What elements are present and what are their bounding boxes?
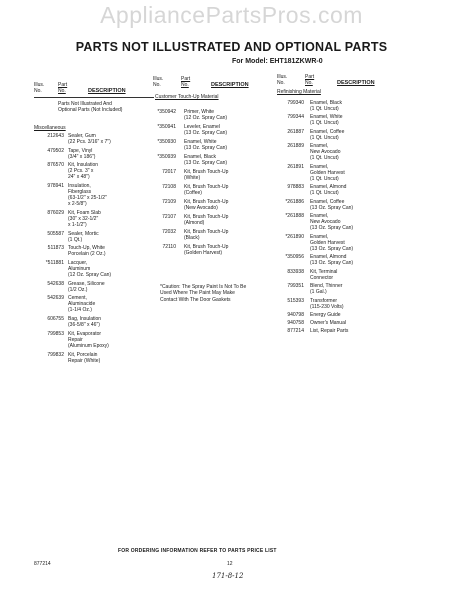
handwritten-note: 171-8-12 xyxy=(212,572,244,580)
part-description: Blend, Thinner (1 Gal.) xyxy=(310,283,343,296)
part-number: 261891 xyxy=(287,163,304,170)
part-number: 978941 xyxy=(47,183,64,189)
part-description: Kit, Brush Touch-Up (New Avocado) xyxy=(184,199,229,211)
illus-no-header: No. xyxy=(153,82,161,88)
ordering-info: FOR ORDERING INFORMATION REFER TO PARTS PRICE LIST xyxy=(118,548,277,554)
illus-header: Illus. xyxy=(277,74,288,80)
part-number: 542638 xyxy=(47,280,64,287)
description-header: DESCRIPTION xyxy=(211,82,249,88)
part-description: Lacquer, Aluminum (12 Oz. Spray Can) xyxy=(68,260,112,278)
caution-note: *Caution: The Spray Paint Is Not To Be Used Where The Paint May Make Contact With The Door Gaskets xyxy=(160,284,247,303)
part-number: 940758 xyxy=(287,320,304,327)
model-line: For Model: EHT181ZKWR-0 xyxy=(232,58,323,65)
footer-code: 877214 xyxy=(34,561,51,567)
part-description: Enamel, White (1 Qt. Uncut) xyxy=(310,114,343,127)
part-number: 799344 xyxy=(287,114,304,121)
part-description: Enamel, Black (1 Qt. Uncut) xyxy=(310,100,342,112)
part-number: 799340 xyxy=(287,100,304,106)
part-header: Part xyxy=(181,76,191,82)
part-description: Energy Guide xyxy=(310,312,341,318)
page-number: 12 xyxy=(227,561,233,567)
part-number: 940798 xyxy=(287,312,304,318)
part-description: Enamel, Coffee (1 Qt. Uncut) xyxy=(310,128,345,141)
part-number: 542639 xyxy=(47,295,64,302)
part-number: *261886 xyxy=(285,198,304,205)
illus-no-header: No. xyxy=(277,80,285,86)
part-description: Leveler, Enamel (13 Oz. Spray Can) xyxy=(184,124,228,136)
part-header: Part xyxy=(58,82,68,88)
part-number: 72109 xyxy=(162,199,176,205)
part-number: 479502 xyxy=(47,147,64,154)
part-description: Sealer, Gum (22 Pcs. 3/16" x 7") xyxy=(68,133,111,145)
part-number: 606755 xyxy=(47,316,64,323)
part-number: 505587 xyxy=(47,230,64,237)
part-number: *350939 xyxy=(157,154,176,160)
description-header: DESCRIPTION xyxy=(337,80,375,86)
part-description: Enamel, Golden Harvest (1 Qt. Uncut) xyxy=(310,163,345,182)
part-description: List, Repair Parts xyxy=(310,328,349,335)
part-number: 876029 xyxy=(47,210,64,216)
part-number: 876570 xyxy=(47,162,64,169)
part-description: Tape, Vinyl (3/4" x 186") xyxy=(68,147,96,160)
part-description: Enamel, New Avocado (1 Qt. Uncut) xyxy=(310,143,341,162)
part-description: Enamel, Golden Harvest (13 Oz. Spray Can) xyxy=(310,233,354,252)
part-description: Cement, Aluminacide (1-1/4 Oz.) xyxy=(68,295,96,314)
part-number: 515393 xyxy=(287,297,304,304)
illus-no-header: No. xyxy=(34,88,42,94)
part-no-header: No. xyxy=(181,82,189,88)
part-description: Kit, Brush Touch-Up (Coffee) xyxy=(184,184,229,196)
part-number: 799832 xyxy=(47,351,64,358)
part-description: Primer, White (12 Oz. Spray Can) xyxy=(184,109,228,121)
page-title: PARTS NOT ILLUSTRATED AND OPTIONAL PARTS xyxy=(75,40,388,54)
description-header: DESCRIPTION xyxy=(88,88,126,94)
section-miscellaneous: Miscellaneous xyxy=(34,125,66,131)
watermark: AppliancePartsPros.com xyxy=(100,2,363,28)
part-description: Owner's Manual xyxy=(310,320,346,327)
part-description: Transformer (115-230 Volts) xyxy=(310,297,344,310)
part-number: *511881 xyxy=(45,260,64,266)
part-number: 978883 xyxy=(287,184,304,191)
part-description: Bag, Insulation (36-5/8" x 46") xyxy=(68,316,102,329)
part-description: Enamel, Coffee (13 Oz. Spray Can) xyxy=(310,198,354,211)
part-description: Grease, Silicone (1/2 Oz.) xyxy=(68,280,105,293)
part-number: 72107 xyxy=(162,214,176,220)
part-number: *350942 xyxy=(157,109,176,115)
part-description: Kit, Terminal Connector xyxy=(310,268,338,281)
part-description: Kit, Brush Touch-Up (Black) xyxy=(184,229,229,241)
intro-text: Parts Not Illustrated And Optional Parts (Not Included) xyxy=(58,101,123,114)
part-number: 72110 xyxy=(162,244,176,250)
part-number: 799853 xyxy=(47,330,64,337)
part-number: *350930 xyxy=(157,139,176,145)
part-no-header: No. xyxy=(58,88,66,94)
part-number: 799351 xyxy=(287,283,304,290)
part-description: Insulation, Fiberglass (63-1/2" x 25-1/2" x 2-5/8") xyxy=(68,183,107,207)
illus-header: Illus. xyxy=(34,82,45,88)
section-customer-touch-up: Customer Touch-Up Material xyxy=(155,94,219,100)
part-description: Kit, Foam Slab (30" x 32-1/2" x 1-1/2") xyxy=(68,210,101,228)
part-number: 261889 xyxy=(287,143,304,150)
part-description: Touch-Up, White Porcelain (2 Oz.) xyxy=(68,245,106,258)
part-number: *350956 xyxy=(285,254,304,261)
part-number: 877214 xyxy=(287,328,304,335)
part-description: Enamel, New Avocado (13 Oz. Spray Can) xyxy=(310,213,354,232)
part-description: Enamel, White (13 Oz. Spray Can) xyxy=(184,139,228,151)
part-number: 72017 xyxy=(162,169,176,175)
section-refinishing: Refinishing Material xyxy=(277,89,321,95)
part-header: Part xyxy=(305,74,315,80)
header-rule xyxy=(34,97,154,98)
part-description: Kit, Brush Touch-Up (White) xyxy=(184,169,229,181)
part-number: 212643 xyxy=(47,133,64,139)
part-number: 72032 xyxy=(162,229,176,235)
part-description: Enamel, Black (13 Oz. Spray Can) xyxy=(184,154,228,166)
part-number: *261890 xyxy=(285,233,304,240)
part-description: Kit, Evaporator Repair (Aluminum Epoxy) xyxy=(68,330,109,349)
part-description: Kit, Porcelain Repair (White) xyxy=(68,351,101,364)
part-description: Kit, Insulation (2 Pcs. 3" x 24" x 48") xyxy=(68,162,99,181)
part-number: 833938 xyxy=(287,268,304,275)
part-description: Enamel, Almond (1 Qt. Uncut) xyxy=(310,184,347,197)
part-number: 511873 xyxy=(47,245,64,252)
part-description: Kit, Brush Touch-Up (Almond) xyxy=(184,214,229,226)
part-description: Sealer, Mortic (1 Qt.) xyxy=(68,230,99,243)
part-number: 261887 xyxy=(287,128,304,135)
part-number: 72108 xyxy=(162,184,176,190)
part-description: Kit, Brush Touch-Up (Golden Harvest) xyxy=(184,244,229,256)
part-no-header: No. xyxy=(305,80,313,86)
part-number: *261888 xyxy=(285,213,304,220)
illus-header: Illus. xyxy=(153,76,164,82)
part-number: *350941 xyxy=(157,124,176,130)
part-description: Enamel, Almond (13 Oz. Spray Can) xyxy=(310,254,354,267)
